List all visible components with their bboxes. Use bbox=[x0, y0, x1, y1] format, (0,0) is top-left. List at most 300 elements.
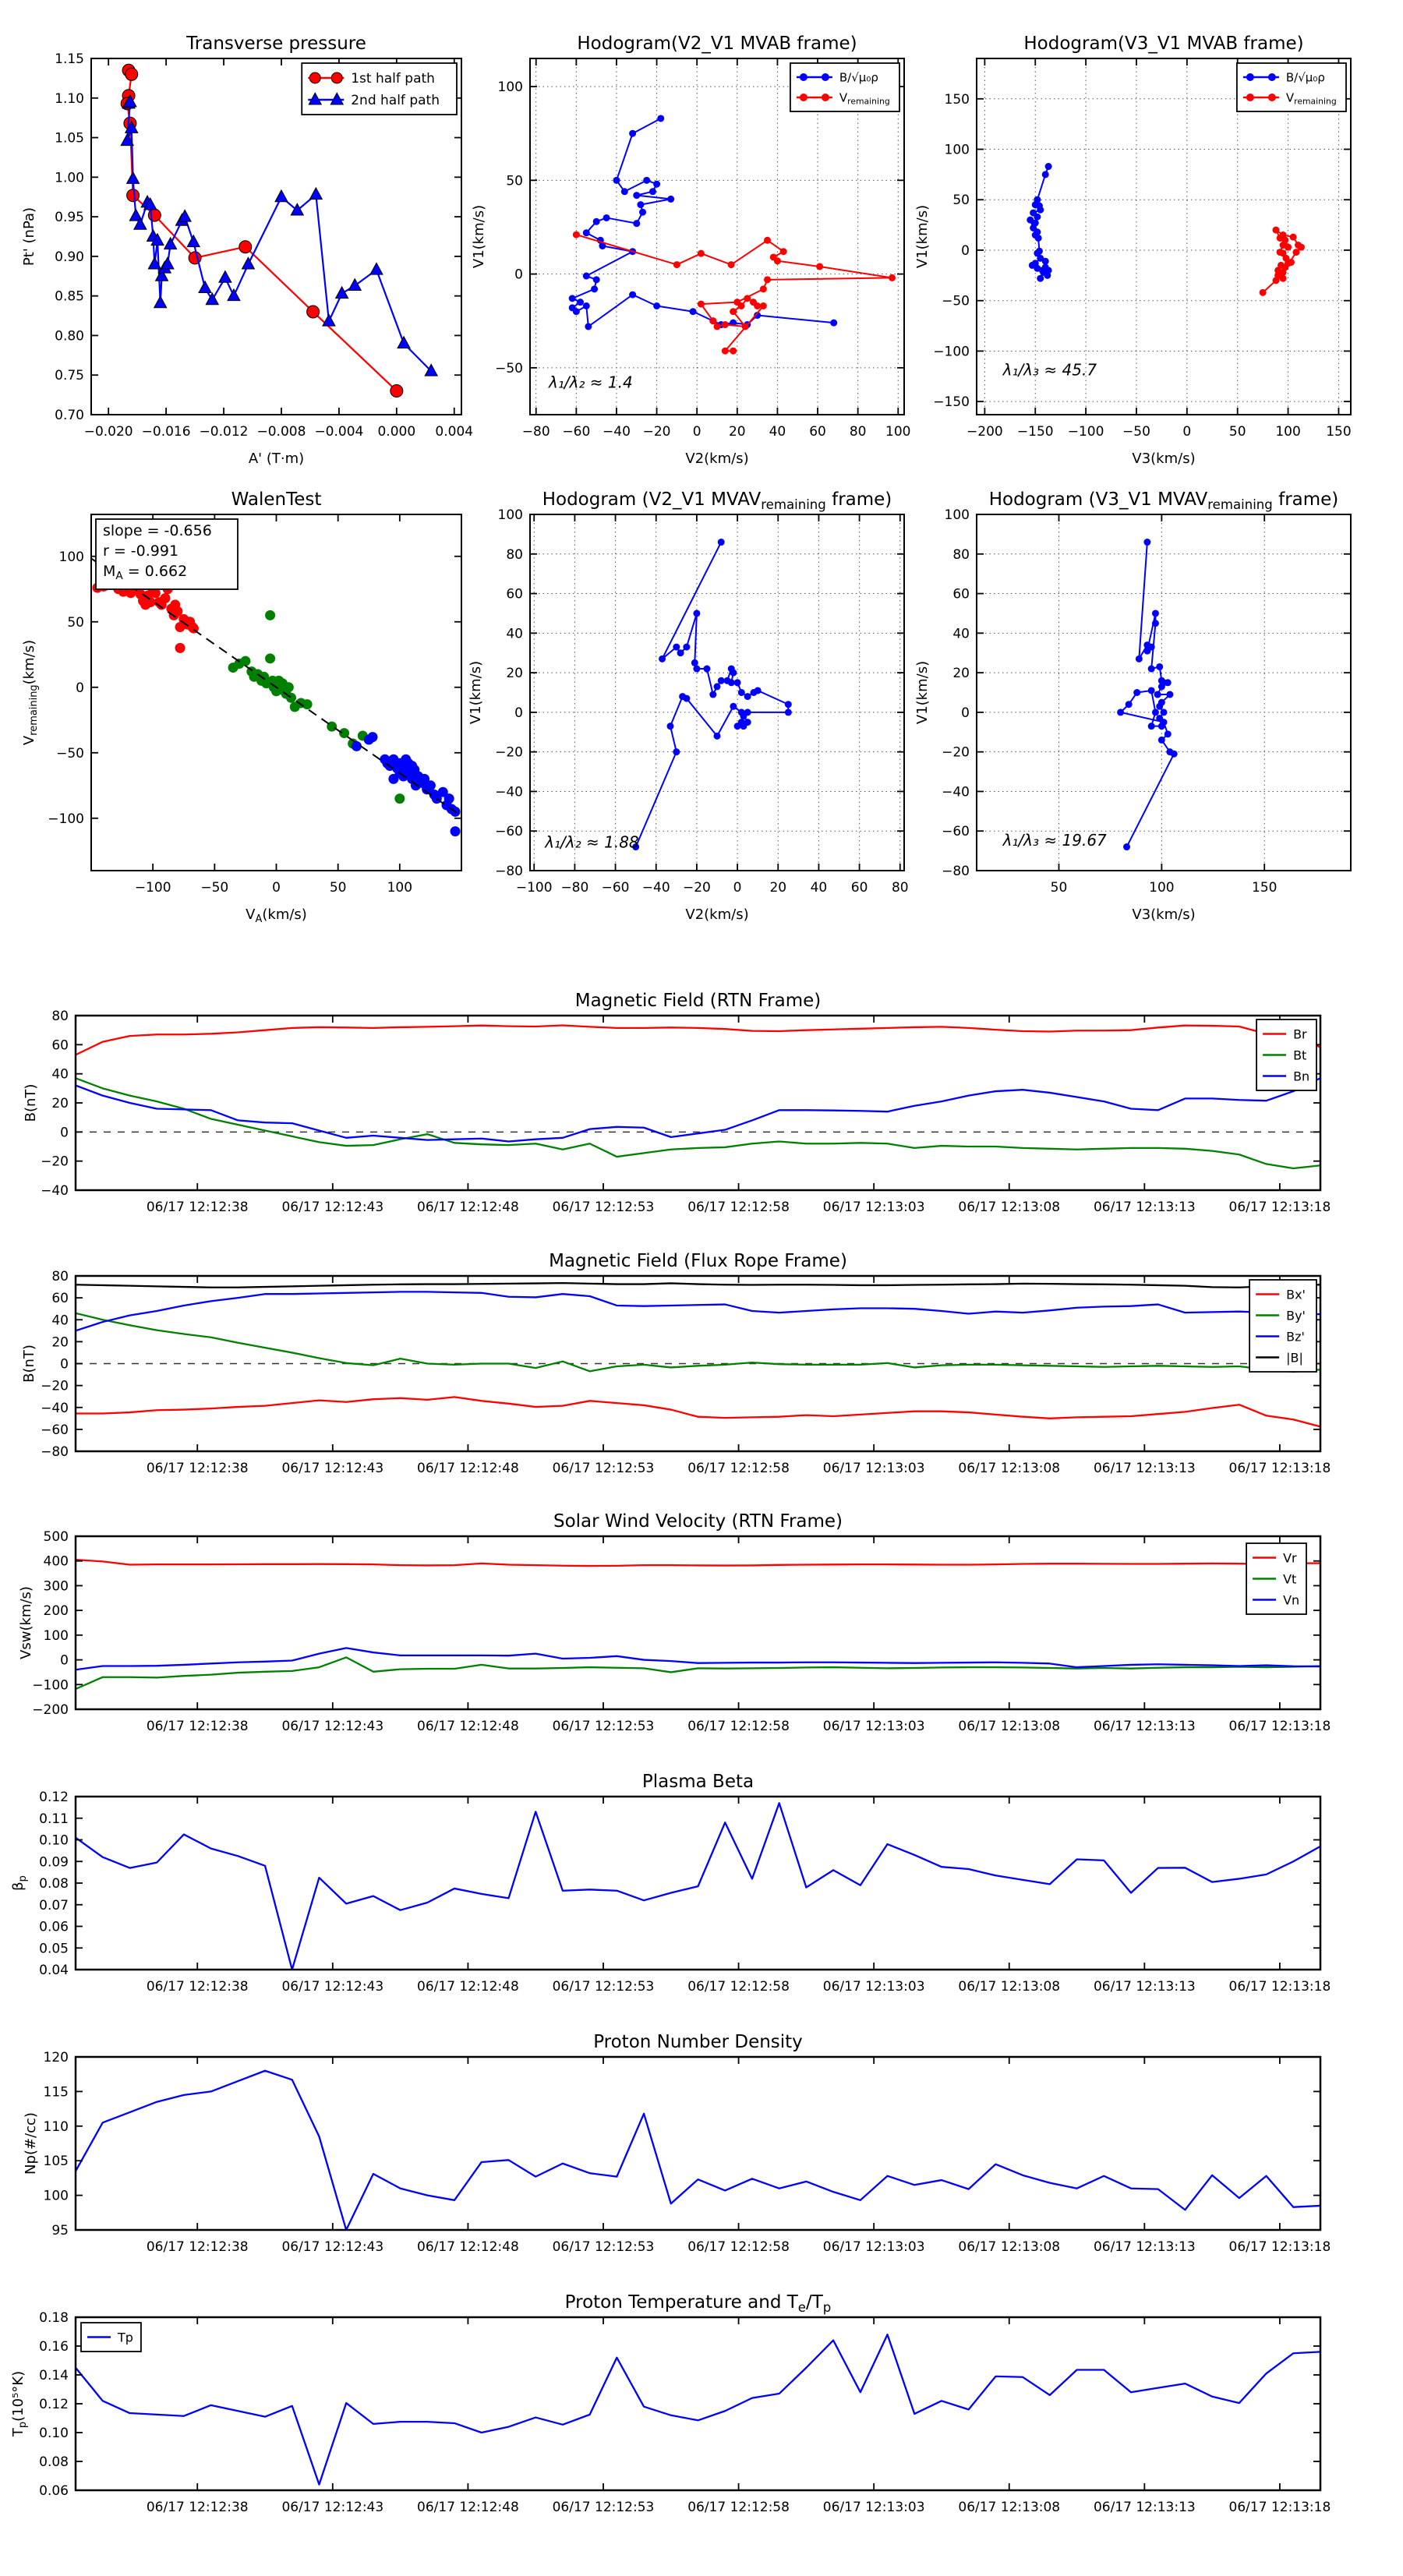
series-marker bbox=[698, 301, 705, 308]
y-tick-label: 400 bbox=[43, 1553, 69, 1570]
y-tick-label: 0 bbox=[76, 680, 84, 696]
x-tick-label: 60 bbox=[809, 424, 826, 440]
series-marker bbox=[754, 302, 761, 309]
y-axis-label: Vsw(km/s) bbox=[18, 1586, 34, 1659]
series-marker bbox=[714, 323, 721, 330]
y-tick-label: −50 bbox=[495, 360, 523, 376]
y-tick-label: 0.12 bbox=[39, 1790, 69, 1805]
x-tick-label: 06/17 12:13:08 bbox=[958, 1461, 1061, 1476]
series-marker bbox=[643, 177, 650, 184]
series-marker bbox=[1280, 231, 1287, 239]
x-tick-label: 06/17 12:12:58 bbox=[687, 2500, 790, 2515]
x-tick-label: 06/17 12:12:48 bbox=[417, 1461, 519, 1476]
series-marker bbox=[265, 610, 275, 620]
series-marker bbox=[1148, 687, 1155, 694]
series-marker bbox=[1246, 94, 1254, 101]
y-tick-label: −20 bbox=[942, 744, 970, 761]
legend-label: Bt bbox=[1293, 1048, 1307, 1063]
x-tick-label: 06/17 12:13:18 bbox=[1228, 2500, 1331, 2515]
legend-label: Br bbox=[1293, 1027, 1307, 1042]
series-marker bbox=[391, 385, 403, 398]
y-tick-label: 95 bbox=[51, 2223, 69, 2239]
series-marker bbox=[709, 317, 716, 324]
y-tick-label: −40 bbox=[495, 784, 523, 800]
y-tick-label: −60 bbox=[495, 824, 523, 840]
y-tick-label: 60 bbox=[51, 1291, 69, 1307]
x-tick-label: −0.012 bbox=[199, 424, 249, 440]
series-marker bbox=[591, 285, 598, 292]
x-tick-label: 100 bbox=[1149, 880, 1175, 896]
legend-label: Vr bbox=[1283, 1550, 1297, 1566]
y-tick-label: 0.18 bbox=[39, 2310, 69, 2326]
x-tick-label: 06/17 12:12:43 bbox=[281, 1979, 384, 1995]
x-tick-label: 06/17 12:12:43 bbox=[281, 1200, 384, 1215]
x-tick-label: 06/17 12:12:48 bbox=[417, 2500, 519, 2515]
x-tick-label: 0 bbox=[733, 880, 742, 896]
series-marker bbox=[1164, 730, 1172, 737]
x-tick-label: 06/17 12:13:08 bbox=[958, 1200, 1061, 1215]
series-marker bbox=[593, 218, 600, 225]
y-tick-label: 0.90 bbox=[55, 249, 84, 265]
x-tick-label: 06/17 12:12:58 bbox=[687, 1200, 790, 1215]
series-marker bbox=[730, 703, 737, 710]
series-marker bbox=[785, 701, 792, 708]
series-marker bbox=[1042, 171, 1049, 178]
x-tick-label: 06/17 12:13:03 bbox=[822, 1200, 925, 1215]
y-axis-label: B(nT) bbox=[23, 1083, 39, 1122]
x-tick-label: −50 bbox=[1122, 424, 1150, 440]
series-marker bbox=[1274, 272, 1281, 279]
series-marker bbox=[1268, 73, 1276, 81]
annotation: λ₁/λ₂ ≈ 1.4 bbox=[549, 373, 633, 392]
series-marker bbox=[1126, 701, 1133, 708]
y-tick-label: 0 bbox=[60, 1125, 69, 1141]
series-marker bbox=[613, 177, 620, 184]
series-marker bbox=[1171, 751, 1178, 758]
x-tick-label: 150 bbox=[1326, 424, 1352, 440]
y-tick-label: 300 bbox=[43, 1578, 69, 1595]
series-marker bbox=[573, 231, 580, 239]
y-tick-label: 100 bbox=[497, 80, 523, 96]
stats-line: r = -0.991 bbox=[103, 542, 179, 560]
series-marker bbox=[309, 72, 320, 83]
series-marker bbox=[742, 323, 749, 330]
series-marker bbox=[698, 250, 705, 257]
legend bbox=[1249, 1280, 1316, 1372]
series-marker bbox=[703, 666, 710, 673]
series-marker bbox=[693, 610, 700, 617]
x-tick-label: 06/17 12:12:38 bbox=[146, 1719, 249, 1734]
series-marker bbox=[667, 723, 674, 730]
series-marker bbox=[585, 323, 592, 330]
y-tick-label: 100 bbox=[497, 507, 523, 523]
series-marker bbox=[583, 229, 590, 236]
y-tick-label: −50 bbox=[942, 293, 970, 309]
series-marker bbox=[822, 73, 829, 81]
x-tick-label: 06/17 12:13:03 bbox=[822, 1461, 925, 1476]
x-tick-label: 06/17 12:13:18 bbox=[1228, 1461, 1331, 1476]
series-marker bbox=[673, 644, 680, 651]
series-marker bbox=[125, 68, 138, 80]
x-tick-label: −200 bbox=[967, 424, 1003, 440]
series-marker bbox=[1298, 244, 1305, 251]
x-tick-label: 06/17 12:13:03 bbox=[822, 2500, 925, 2515]
series-marker bbox=[683, 644, 690, 651]
legend-label: Vn bbox=[1283, 1592, 1300, 1608]
series-marker bbox=[800, 94, 808, 101]
series-marker bbox=[744, 719, 751, 726]
series-marker bbox=[1285, 244, 1292, 251]
x-tick-label: −40 bbox=[603, 424, 631, 440]
series-marker bbox=[1045, 267, 1052, 274]
y-tick-label: 0.06 bbox=[39, 1919, 69, 1935]
y-tick-label: 0.95 bbox=[55, 210, 84, 226]
series-marker bbox=[722, 348, 729, 355]
y-tick-label: 60 bbox=[506, 586, 523, 602]
x-tick-label: 150 bbox=[1252, 880, 1278, 896]
x-tick-label: 80 bbox=[849, 424, 867, 440]
series-marker bbox=[760, 302, 767, 309]
series-marker bbox=[1292, 249, 1299, 256]
series-marker bbox=[737, 302, 744, 309]
x-tick-label: 100 bbox=[387, 880, 413, 896]
y-axis-label: V1(km/s) bbox=[468, 660, 484, 725]
y-tick-label: 50 bbox=[952, 193, 970, 209]
y-axis-label: V1(km/s) bbox=[914, 204, 931, 269]
y-tick-label: 150 bbox=[944, 91, 970, 108]
y-tick-label: −40 bbox=[41, 1400, 69, 1416]
series-marker bbox=[830, 320, 837, 327]
series-marker bbox=[629, 130, 636, 137]
series-marker bbox=[755, 687, 762, 694]
x-axis-label: $V_A(km/s)$ bbox=[246, 906, 307, 925]
series-marker bbox=[633, 220, 640, 227]
series-marker bbox=[394, 793, 405, 804]
chart-title: Plasma Beta bbox=[641, 1772, 755, 1792]
x-tick-label: 06/17 12:12:53 bbox=[552, 2239, 655, 2255]
y-tick-label: 0 bbox=[60, 1652, 69, 1669]
series-marker bbox=[127, 189, 140, 202]
x-tick-label: 06/17 12:13:08 bbox=[958, 2500, 1061, 2515]
y-tick-label: −60 bbox=[41, 1422, 69, 1438]
series-marker bbox=[822, 94, 829, 101]
chart-title: Proton Temperature and $T_e/T_p$ bbox=[564, 2292, 832, 2316]
x-tick-label: 0 bbox=[692, 424, 702, 440]
x-tick-label: −0.004 bbox=[314, 424, 364, 440]
series-marker bbox=[451, 826, 461, 836]
y-tick-label: 0 bbox=[514, 705, 523, 721]
series-marker bbox=[780, 248, 787, 255]
series-marker bbox=[1143, 648, 1150, 655]
series-marker bbox=[331, 72, 342, 83]
y-tick-label: 1.15 bbox=[55, 51, 84, 67]
y-tick-label: 0.11 bbox=[39, 1811, 69, 1827]
y-tick-label: 200 bbox=[43, 1603, 69, 1620]
series-marker bbox=[649, 188, 656, 195]
annotation: λ₁/λ₃ ≈ 19.67 bbox=[1002, 831, 1107, 850]
x-tick-label: −20 bbox=[642, 424, 671, 440]
series-marker bbox=[718, 677, 725, 684]
y-axis-label: V1(km/s) bbox=[471, 204, 487, 269]
x-tick-label: 0 bbox=[1182, 424, 1192, 440]
y-tick-label: −100 bbox=[48, 811, 84, 827]
legend-label: B/√μ₀ρ bbox=[839, 70, 878, 85]
series-marker bbox=[1117, 708, 1124, 716]
series-marker bbox=[161, 593, 171, 603]
x-tick-label: 06/17 12:12:38 bbox=[146, 2500, 249, 2515]
x-tick-label: 06/17 12:13:03 bbox=[822, 1719, 925, 1734]
series-marker bbox=[629, 292, 636, 299]
legend-label: Bn bbox=[1293, 1069, 1310, 1084]
series-marker bbox=[265, 653, 275, 663]
x-tick-label: 06/17 12:12:53 bbox=[552, 1200, 655, 1215]
y-tick-label: −40 bbox=[41, 1183, 69, 1199]
legend-label: Bz' bbox=[1286, 1329, 1305, 1345]
x-tick-label: 20 bbox=[728, 424, 746, 440]
x-tick-label: 06/17 12:12:38 bbox=[146, 2239, 249, 2255]
legend-label: Vt bbox=[1283, 1571, 1297, 1587]
series-marker bbox=[690, 308, 697, 315]
series-marker bbox=[734, 723, 741, 730]
x-tick-label: 0 bbox=[272, 880, 281, 896]
y-tick-label: 50 bbox=[67, 614, 84, 631]
series-marker bbox=[633, 192, 640, 199]
series-marker bbox=[583, 302, 590, 309]
legend bbox=[81, 2323, 141, 2352]
series-marker bbox=[744, 693, 751, 700]
series-marker bbox=[714, 683, 721, 690]
y-tick-label: 60 bbox=[51, 1037, 69, 1054]
x-tick-label: −20 bbox=[682, 880, 711, 896]
legend bbox=[1246, 1543, 1306, 1614]
series-marker bbox=[1037, 207, 1044, 214]
legend bbox=[302, 63, 457, 115]
y-tick-label: 120 bbox=[43, 2050, 69, 2065]
chart-title: Magnetic Field (RTN Frame) bbox=[574, 991, 822, 1011]
series-marker bbox=[653, 302, 660, 309]
series-marker bbox=[714, 733, 721, 740]
y-tick-label: 100 bbox=[58, 549, 84, 565]
y-tick-label: 20 bbox=[952, 666, 970, 682]
series-marker bbox=[1035, 235, 1042, 242]
x-tick-label: 06/17 12:12:48 bbox=[417, 1200, 519, 1215]
y-axis-label: V1(km/s) bbox=[914, 660, 931, 725]
series-marker bbox=[764, 276, 771, 283]
series-marker bbox=[760, 285, 767, 292]
x-tick-label: 06/17 12:12:53 bbox=[552, 1979, 655, 1995]
series-marker bbox=[1156, 703, 1163, 710]
series-marker bbox=[1143, 539, 1150, 546]
y-tick-label: 0.06 bbox=[39, 2483, 69, 2499]
y-tick-label: 1.00 bbox=[55, 170, 84, 186]
series-marker bbox=[659, 655, 666, 663]
x-tick-label: 06/17 12:13:18 bbox=[1228, 1200, 1331, 1215]
series-marker bbox=[657, 115, 664, 122]
series-marker bbox=[709, 691, 716, 698]
series-marker bbox=[1164, 679, 1172, 686]
x-tick-label: 06/17 12:13:18 bbox=[1228, 2239, 1331, 2255]
series-marker bbox=[1246, 73, 1254, 81]
series-marker bbox=[738, 708, 745, 716]
y-tick-label: 0.10 bbox=[39, 1832, 69, 1849]
y-tick-label: −100 bbox=[32, 1677, 69, 1694]
x-tick-label: 06/17 12:13:03 bbox=[822, 2239, 925, 2255]
y-tick-label: 80 bbox=[51, 1009, 69, 1024]
x-tick-label: 06/17 12:12:48 bbox=[417, 1979, 519, 1995]
x-tick-label: −0.008 bbox=[256, 424, 306, 440]
x-tick-label: 06/17 12:13:13 bbox=[1093, 1461, 1196, 1476]
series-marker bbox=[1161, 708, 1168, 716]
annotation: λ₁/λ₂ ≈ 1.88 bbox=[545, 832, 639, 852]
x-tick-label: 50 bbox=[1228, 424, 1246, 440]
series-marker bbox=[1136, 655, 1143, 663]
y-tick-label: 0.75 bbox=[55, 368, 84, 384]
legend-label: B/√μ₀ρ bbox=[1285, 70, 1325, 85]
x-axis-label: V2(km/s) bbox=[685, 451, 749, 467]
y-tick-label: 110 bbox=[43, 2118, 69, 2135]
x-tick-label: 06/17 12:13:08 bbox=[958, 2239, 1061, 2255]
series-marker bbox=[1037, 275, 1044, 282]
series-marker bbox=[816, 263, 823, 270]
series-marker bbox=[785, 708, 792, 716]
series-marker bbox=[774, 257, 781, 264]
x-tick-label: −100 bbox=[1067, 424, 1104, 440]
series-marker bbox=[744, 295, 751, 302]
legend-label: 1st half path bbox=[351, 71, 435, 87]
x-tick-label: 06/17 12:12:58 bbox=[687, 1979, 790, 1995]
x-tick-label: 06/17 12:12:38 bbox=[146, 1979, 249, 1995]
x-tick-label: 06/17 12:13:08 bbox=[958, 1979, 1061, 1995]
chart-title: Solar Wind Velocity (RTN Frame) bbox=[553, 1511, 843, 1532]
y-tick-label: −200 bbox=[32, 1702, 69, 1718]
y-tick-label: −50 bbox=[56, 745, 84, 761]
y-tick-label: 20 bbox=[51, 1334, 69, 1351]
y-tick-label: 0.85 bbox=[55, 288, 84, 305]
x-tick-label: 50 bbox=[329, 880, 347, 896]
legend bbox=[790, 63, 899, 111]
series-marker bbox=[653, 181, 660, 188]
series-marker bbox=[730, 348, 737, 355]
series-marker bbox=[722, 321, 729, 328]
series-marker bbox=[728, 261, 735, 268]
chart-title: Hodogram(V2_V1 MVAB frame) bbox=[577, 34, 857, 54]
x-tick-label: 06/17 12:13:03 bbox=[822, 1979, 925, 1995]
legend-label: By' bbox=[1286, 1308, 1306, 1323]
series-marker bbox=[240, 656, 250, 666]
chart-title: Hodogram (V3_V1 $MVAV_{remaining}$ frame) bbox=[988, 489, 1339, 513]
chart-title: Proton Number Density bbox=[593, 2032, 803, 2052]
y-tick-label: 0.07 bbox=[39, 1897, 69, 1913]
y-tick-label: 20 bbox=[506, 666, 523, 682]
stats-line: slope = -0.656 bbox=[103, 522, 212, 539]
series-marker bbox=[1161, 719, 1168, 726]
y-tick-label: 0.12 bbox=[39, 2397, 69, 2412]
y-tick-label: −20 bbox=[41, 1378, 69, 1394]
series-marker bbox=[730, 670, 737, 677]
y-tick-label: 0 bbox=[961, 242, 970, 259]
y-axis-label: $T_p(10^5^\circ K)$ bbox=[10, 2370, 29, 2437]
y-tick-label: 80 bbox=[952, 546, 970, 563]
series-marker bbox=[146, 597, 156, 607]
legend-label: |B| bbox=[1286, 1350, 1303, 1366]
x-tick-label: −80 bbox=[521, 424, 550, 440]
y-axis-label: B(nT) bbox=[21, 1345, 37, 1383]
series-marker bbox=[679, 693, 686, 700]
x-tick-label: 60 bbox=[850, 880, 868, 896]
y-tick-label: 1.10 bbox=[55, 90, 84, 107]
y-tick-label: 40 bbox=[952, 626, 970, 642]
series-marker bbox=[1032, 201, 1039, 208]
x-tick-label: 06/17 12:13:18 bbox=[1228, 1979, 1331, 1995]
y-tick-label: −40 bbox=[942, 784, 970, 800]
series-marker bbox=[889, 274, 896, 281]
y-tick-label: −20 bbox=[495, 744, 523, 761]
series-marker bbox=[639, 209, 646, 216]
series-marker bbox=[728, 679, 735, 686]
series-marker bbox=[1166, 691, 1173, 698]
x-tick-label: 06/17 12:12:53 bbox=[552, 2500, 655, 2515]
series-marker bbox=[738, 689, 745, 696]
series-marker bbox=[175, 643, 186, 653]
series-marker bbox=[302, 699, 313, 709]
series-marker bbox=[1158, 683, 1165, 690]
annotation: λ₁/λ₃ ≈ 45.7 bbox=[1002, 360, 1097, 380]
series-marker bbox=[1133, 689, 1140, 696]
y-tick-label: 0.10 bbox=[39, 2426, 69, 2441]
y-tick-label: 60 bbox=[952, 586, 970, 602]
y-tick-label: 100 bbox=[944, 507, 970, 523]
y-tick-label: 50 bbox=[506, 173, 523, 189]
series-marker bbox=[1273, 227, 1280, 234]
x-tick-label: −60 bbox=[562, 424, 591, 440]
x-axis-label: V2(km/s) bbox=[685, 906, 749, 923]
series-marker bbox=[1158, 737, 1165, 744]
series-marker bbox=[718, 539, 725, 546]
x-tick-label: −100 bbox=[134, 880, 171, 896]
x-tick-label: 40 bbox=[810, 880, 828, 896]
x-tick-label: 06/17 12:12:58 bbox=[687, 2239, 790, 2255]
y-tick-label: 100 bbox=[944, 142, 970, 158]
y-tick-label: 0.70 bbox=[55, 408, 84, 423]
series-marker bbox=[1154, 691, 1161, 698]
y-tick-label: −80 bbox=[942, 864, 970, 879]
y-tick-label: 100 bbox=[43, 1627, 69, 1644]
legend bbox=[1237, 63, 1346, 111]
x-tick-label: −100 bbox=[515, 880, 553, 896]
series-marker bbox=[734, 679, 741, 686]
x-tick-label: 06/17 12:13:13 bbox=[1093, 2500, 1196, 2515]
x-axis-label: V3(km/s) bbox=[1132, 906, 1196, 923]
x-tick-label: −40 bbox=[641, 880, 670, 896]
x-tick-label: 06/17 12:12:38 bbox=[146, 1200, 249, 1215]
series-marker bbox=[426, 780, 436, 790]
series-marker bbox=[569, 295, 576, 302]
y-tick-label: 80 bbox=[506, 546, 523, 563]
series-marker bbox=[693, 666, 700, 673]
x-tick-label: −0.016 bbox=[141, 424, 191, 440]
series-marker bbox=[1123, 843, 1130, 850]
series-marker bbox=[1152, 708, 1159, 716]
y-tick-label: 0.08 bbox=[39, 1876, 69, 1892]
y-tick-label: −80 bbox=[495, 864, 523, 879]
x-axis-label: V3(km/s) bbox=[1132, 451, 1196, 467]
series-marker bbox=[368, 732, 378, 742]
legend-label: Tp bbox=[118, 2330, 133, 2345]
series-marker bbox=[673, 748, 680, 755]
x-tick-label: 40 bbox=[769, 424, 786, 440]
legend-label: $V_{remaining}$ bbox=[1285, 90, 1337, 107]
y-axis-label: $V_{remaining}(km/s)$ bbox=[21, 639, 40, 746]
